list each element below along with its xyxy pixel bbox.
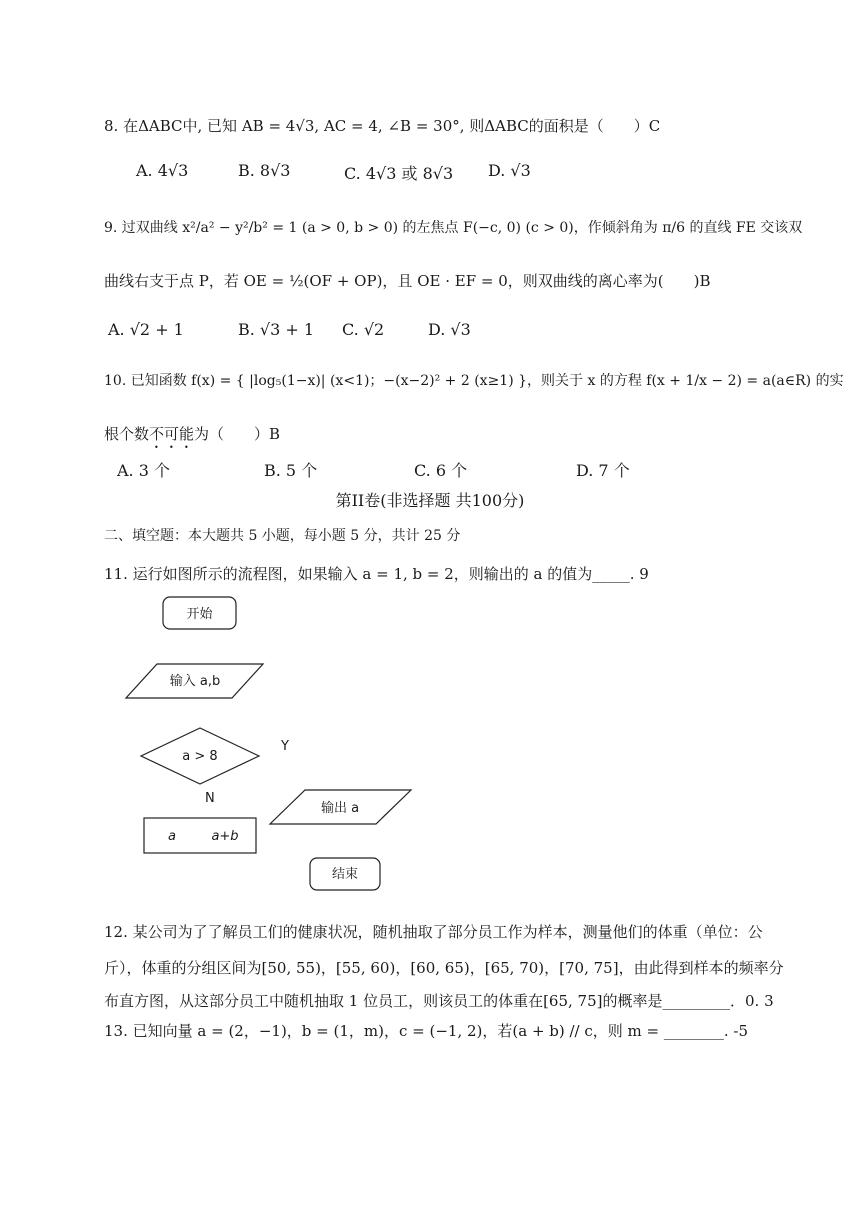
question-9-option-b: B. √3 + 1 [238,320,315,339]
flowchart-input-label: 输入 a,b [169,674,221,689]
flowchart-output-node [270,790,411,824]
flowchart-end-node [310,858,380,890]
question-10-option-b: B. 5 个 [264,461,318,480]
question-12-line-1: 12. 某公司为了了解员工们的健康状况，随机抽取了部分员工作为样本，测量他们的体重（单位：公 [104,923,763,941]
question-9-line-1: 9. 过双曲线 x²/a² − y²/b² = 1 (a > 0, b > 0) 的左焦点 F(−c, 0) (c > 0)，作倾斜角为 π/6 的直线 FE 交该双 [104,220,803,236]
question-10-emphasis: 不可能 [149,425,195,443]
question-10-option-a: A. 3 个 [117,461,170,480]
flowchart-decision-label: a > 8 [182,749,218,764]
flowchart-no-label: N [205,791,215,806]
flowchart-decision-node [141,728,259,784]
question-8-text: 8. 在ΔABC中, 已知 AB = 4√3, AC = 4, ∠B = 30°, 则ΔABC的面积是（ ）C [104,117,661,135]
flowchart-process-node [144,818,256,853]
question-13-text: 13. 已知向量 a = (2，−1)，b = (1，m)，c = (−1, 2)，若(a + b) // c，则 m = ________. -5 [104,1022,749,1040]
fill-in-section-heading: 二、填空题：本大题共 5 小题，每小题 5 分，共计 25 分 [104,528,461,544]
flowchart-process-left: a [168,829,176,844]
question-9-option-d: D. √3 [428,320,471,339]
question-11-text: 11. 运行如图所示的流程图，如果输入 a = 1, b = 2，则输出的 a 的值为_____. 9 [104,565,649,583]
question-12-line-2: 斤），体重的分组区间为[50, 55)，[55, 60)，[60, 65)，[65, 70)，[70, 75]，由此得到样本的频率分 [104,959,784,977]
question-12-line-3: 布直方图，从这部分员工中随机抽取 1 位员工，则该员工的体重在[65, 75]的概率是_________．0. 3 [104,992,774,1010]
question-8-option-a: A. 4√3 [136,161,189,180]
flowchart-start-node [163,597,236,629]
section-two-title: 第II卷(非选择题 共100分) [335,491,525,510]
flowchart-process-right: a+b [211,829,239,844]
question-8-option-b: B. 8√3 [238,161,291,180]
question-9-option-c: C. √2 [342,320,385,339]
question-9-line-2: 曲线右支于点 P，若 OE = ½(OF + OP)，且 OE · EF = 0，则双曲线的离心率为( )B [104,272,711,290]
flowchart-start-label: 开始 [186,607,213,622]
question-10-line-2-post: 为（ ）B [194,425,281,443]
question-9-option-a: A. √2 + 1 [108,320,184,339]
flowchart-yes-label: Y [281,739,289,754]
question-10-option-d: D. 7 个 [576,461,630,480]
question-10-option-c: C. 6 个 [414,461,468,480]
flowchart-end-label: 结束 [331,867,359,882]
question-8-option-c: C. 4√3 或 8√3 [344,164,454,183]
flowchart-input-node [126,664,263,698]
question-10-line-2-pre: 根个数 [104,425,150,443]
question-8-option-d: D. √3 [488,161,531,180]
flowchart-output-label: 输出 a [320,801,360,816]
question-10-line-1: 10. 已知函数 f(x) = { |log₅(1−x)| (x<1)；−(x−2)² + 2 (x≥1) }，则关于 x 的方程 f(x + 1/x − 2) = a(a∈R) 的实 [104,373,844,389]
